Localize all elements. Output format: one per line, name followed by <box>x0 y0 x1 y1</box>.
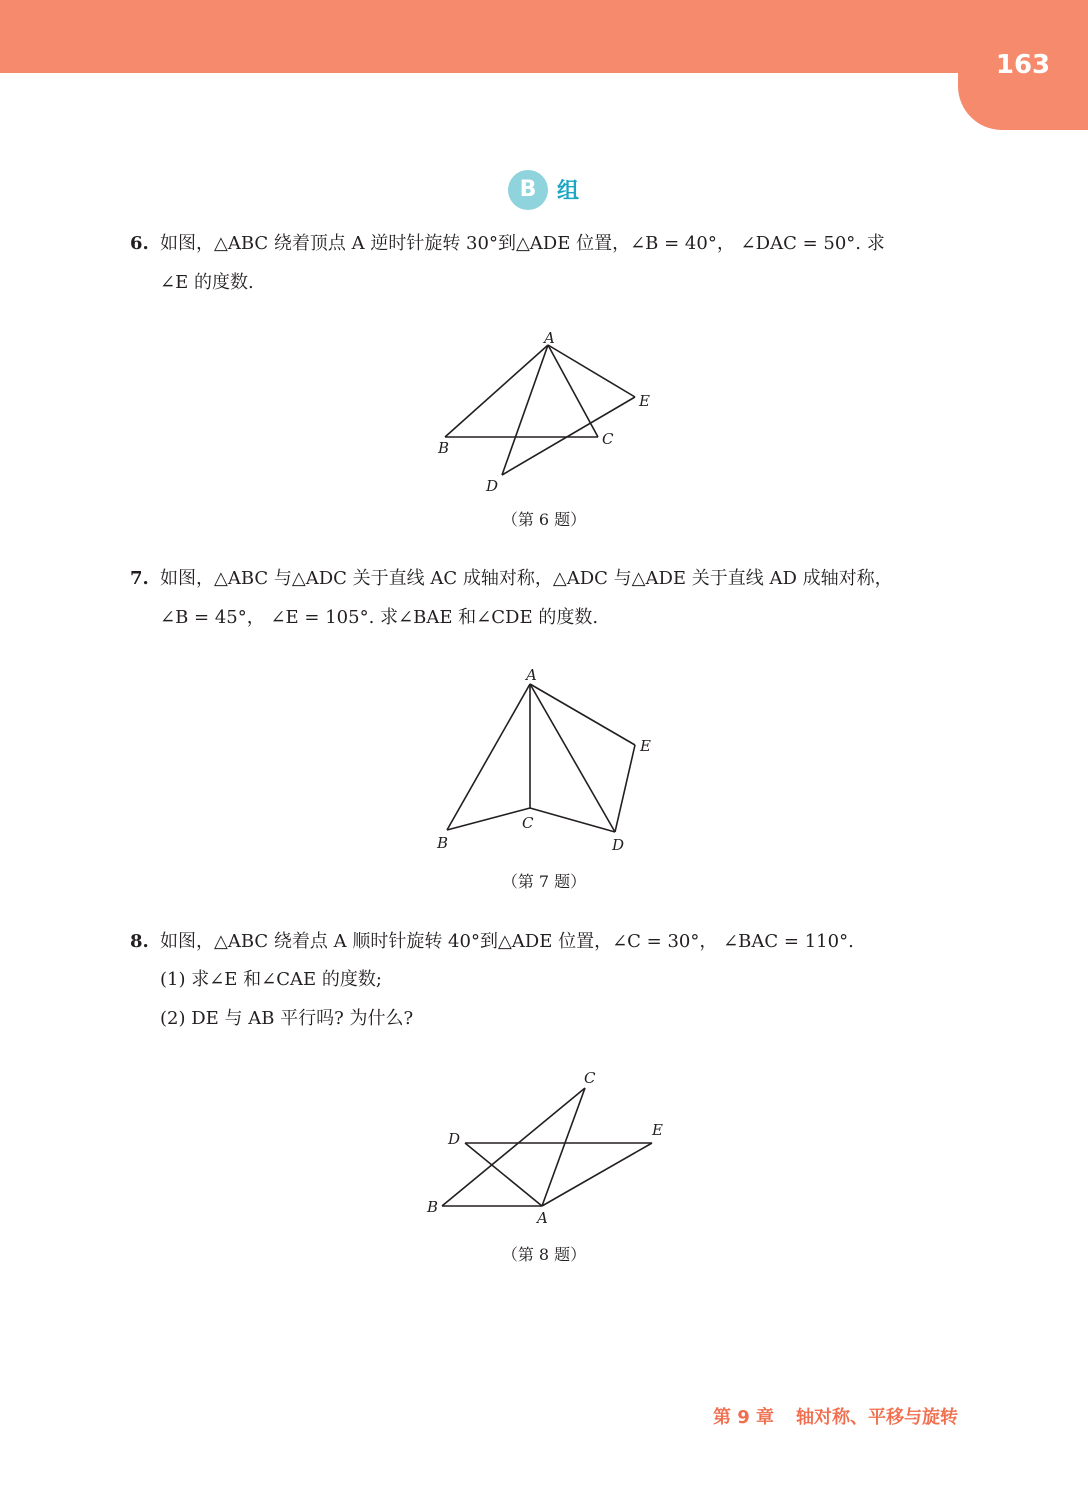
point-e-label: E <box>652 1121 663 1139</box>
chapter-number: 第 9 章 <box>712 1407 774 1428</box>
segment-ab <box>447 684 530 830</box>
question-6-number: 6. <box>130 233 149 254</box>
question-7-line-2: ∠B = 45°， ∠E = 105°. 求∠BAE 和∠CDE 的度数. <box>160 607 599 628</box>
segment-ae <box>548 345 635 397</box>
question-7-line-1: 如图，△ABC 与△ADC 关于直线 AC 成轴对称，△ADC 与△ADE 关于直线 AD 成轴对称， <box>160 568 893 589</box>
figure-7 <box>420 660 670 860</box>
question-7-number: 7. <box>130 568 149 589</box>
question-8-sub-2: (2) DE 与 AB 平行吗? 为什么? <box>160 1008 414 1029</box>
group-label: 组 <box>557 179 580 204</box>
page-number: 163 <box>995 50 1051 80</box>
figure-7-caption: （第 7 题） <box>501 872 587 891</box>
question-8-sub-1: (1) 求∠E 和∠CAE 的度数; <box>160 969 382 990</box>
question-6-line-2: ∠E 的度数. <box>160 272 254 293</box>
segment-ae <box>530 684 635 745</box>
point-b-label: B <box>437 834 449 852</box>
point-b-label: B <box>427 1198 439 1216</box>
page-number-tab <box>958 0 1088 130</box>
point-a-label: A <box>526 666 537 684</box>
question-8-line-1: 如图，△ABC 绕着点 A 顺时针旋转 40°到△ADE 位置，∠C = 30°， ∠BAC = 110°. <box>160 931 854 952</box>
figure-6 <box>420 325 670 500</box>
point-c-label: C <box>602 430 614 448</box>
question-6-line-1: 如图，△ABC 绕着顶点 A 逆时针旋转 30°到△ADE 位置，∠B = 40°， ∠DAC = 50°. 求 <box>160 233 885 254</box>
question-8-number: 8. <box>130 931 149 952</box>
point-d-label: D <box>612 836 625 854</box>
point-c-label: C <box>584 1069 596 1087</box>
figure-8-caption: （第 8 题） <box>501 1245 587 1264</box>
header-bar <box>0 0 1088 73</box>
figure-6-caption: （第 6 题） <box>501 510 587 529</box>
group-letter-badge: B <box>508 170 548 210</box>
segment-cd <box>530 808 615 832</box>
point-d-label: D <box>448 1130 461 1148</box>
chapter-title: 轴对称、平移与旋转 <box>796 1407 958 1428</box>
point-c-label: C <box>522 814 534 832</box>
figure-8 <box>420 1065 680 1240</box>
point-b-label: B <box>438 439 450 457</box>
point-d-label: D <box>486 477 499 495</box>
chapter-footer <box>713 1403 958 1429</box>
point-a-label: A <box>544 329 555 347</box>
group-heading <box>0 168 1088 214</box>
point-e-label: E <box>639 392 650 410</box>
point-e-label: E <box>640 737 651 755</box>
segment-de <box>502 397 635 475</box>
segment-ae <box>542 1143 652 1206</box>
segment-ad <box>530 684 615 832</box>
point-a-label: A <box>537 1209 548 1227</box>
segment-bc <box>447 808 530 830</box>
segment-de <box>615 745 635 832</box>
segment-ad <box>465 1143 542 1206</box>
